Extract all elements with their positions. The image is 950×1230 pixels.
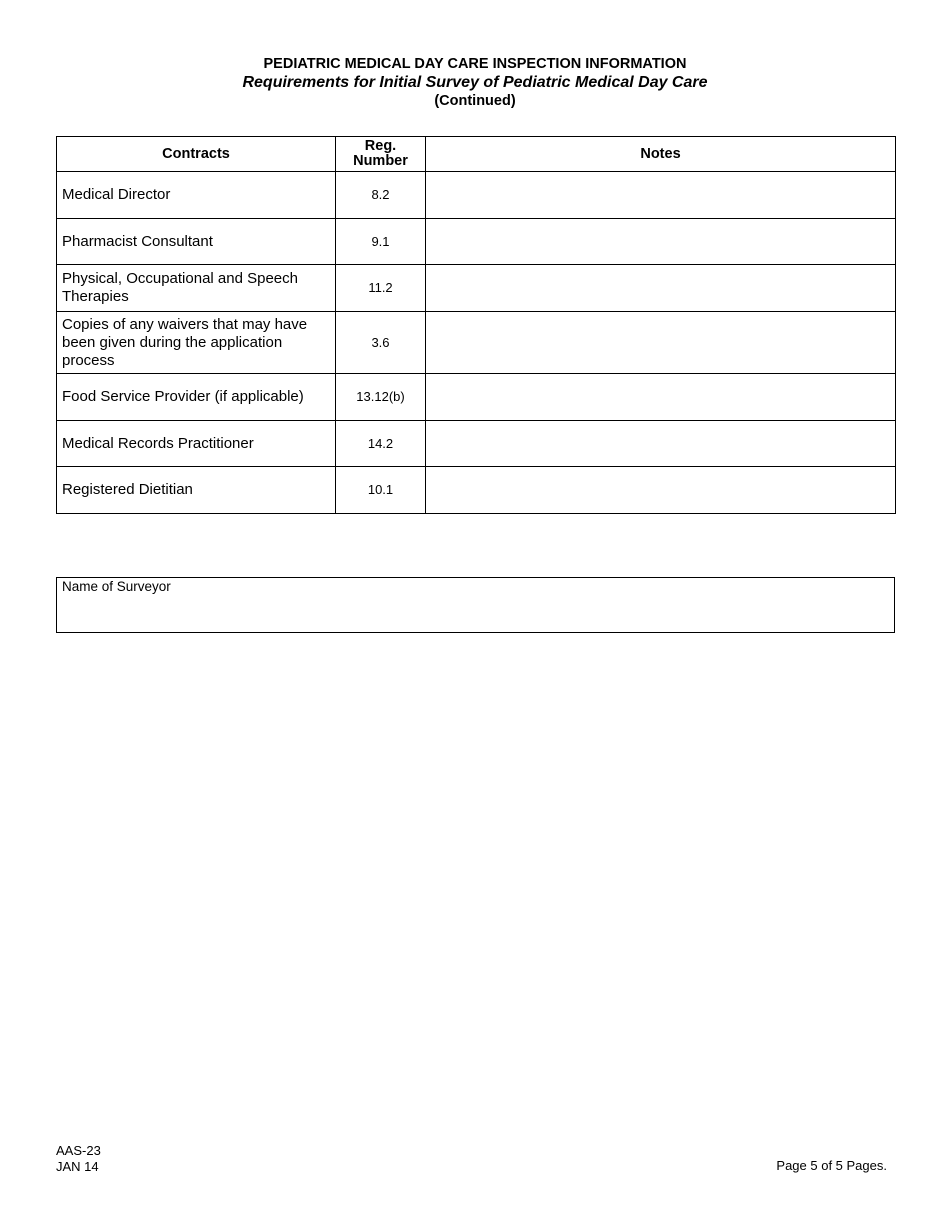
table-row [57, 374, 896, 421]
contract-label: Medical Director [57, 172, 336, 219]
reg-header-line1: Reg. [364, 138, 397, 154]
table-header-row [57, 137, 896, 172]
reg-number: 8.2 [336, 172, 426, 219]
table-row [57, 265, 896, 312]
contract-label: Physical, Occupational and Speech Therapies [57, 265, 336, 312]
contracts-column-header: Contracts [57, 137, 336, 172]
table-row [57, 467, 896, 514]
reg-number: 9.1 [336, 219, 426, 265]
contracts-table [56, 136, 896, 514]
notes-cell[interactable] [426, 421, 896, 467]
page-subtitle: Requirements for Initial Survey of Pediatric Medical Day Care [242, 74, 708, 91]
table-row [57, 421, 896, 467]
form-id: AAS-23 [56, 1143, 101, 1158]
table-row [57, 219, 896, 265]
contract-label: Copies of any waivers that may have been given during the application process [57, 312, 336, 374]
surveyor-name-label: Name of Surveyor [62, 579, 171, 594]
page-header [0, 56, 950, 110]
notes-cell[interactable] [426, 172, 896, 219]
reg-number: 14.2 [336, 421, 426, 467]
notes-cell[interactable] [426, 312, 896, 374]
notes-column-header: Notes [426, 137, 896, 172]
reg-number: 13.12(b) [336, 374, 426, 421]
page-title: PEDIATRIC MEDICAL DAY CARE INSPECTION INFORMATION [263, 56, 687, 72]
page-number: Page 5 of 5 Pages. [776, 1158, 887, 1173]
notes-cell[interactable] [426, 265, 896, 312]
reg-header-line2: Number [353, 153, 408, 169]
reg-number: 3.6 [336, 312, 426, 374]
form-date: JAN 14 [56, 1158, 99, 1174]
surveyor-name-field[interactable] [56, 577, 895, 633]
table-row [57, 172, 896, 219]
contract-label: Registered Dietitian [57, 467, 336, 514]
reg-number-column-header [336, 137, 426, 172]
contract-label: Medical Records Practitioner [57, 421, 336, 467]
contract-label: Pharmacist Consultant [57, 219, 336, 265]
notes-cell[interactable] [426, 219, 896, 265]
continued-label: (Continued) [434, 93, 516, 109]
contract-label: Food Service Provider (if applicable) [57, 374, 336, 421]
notes-cell[interactable] [426, 467, 896, 514]
form-identifier [56, 1143, 101, 1174]
notes-cell[interactable] [426, 374, 896, 421]
table-row [57, 312, 896, 374]
reg-number: 10.1 [336, 467, 426, 514]
reg-number: 11.2 [336, 265, 426, 312]
